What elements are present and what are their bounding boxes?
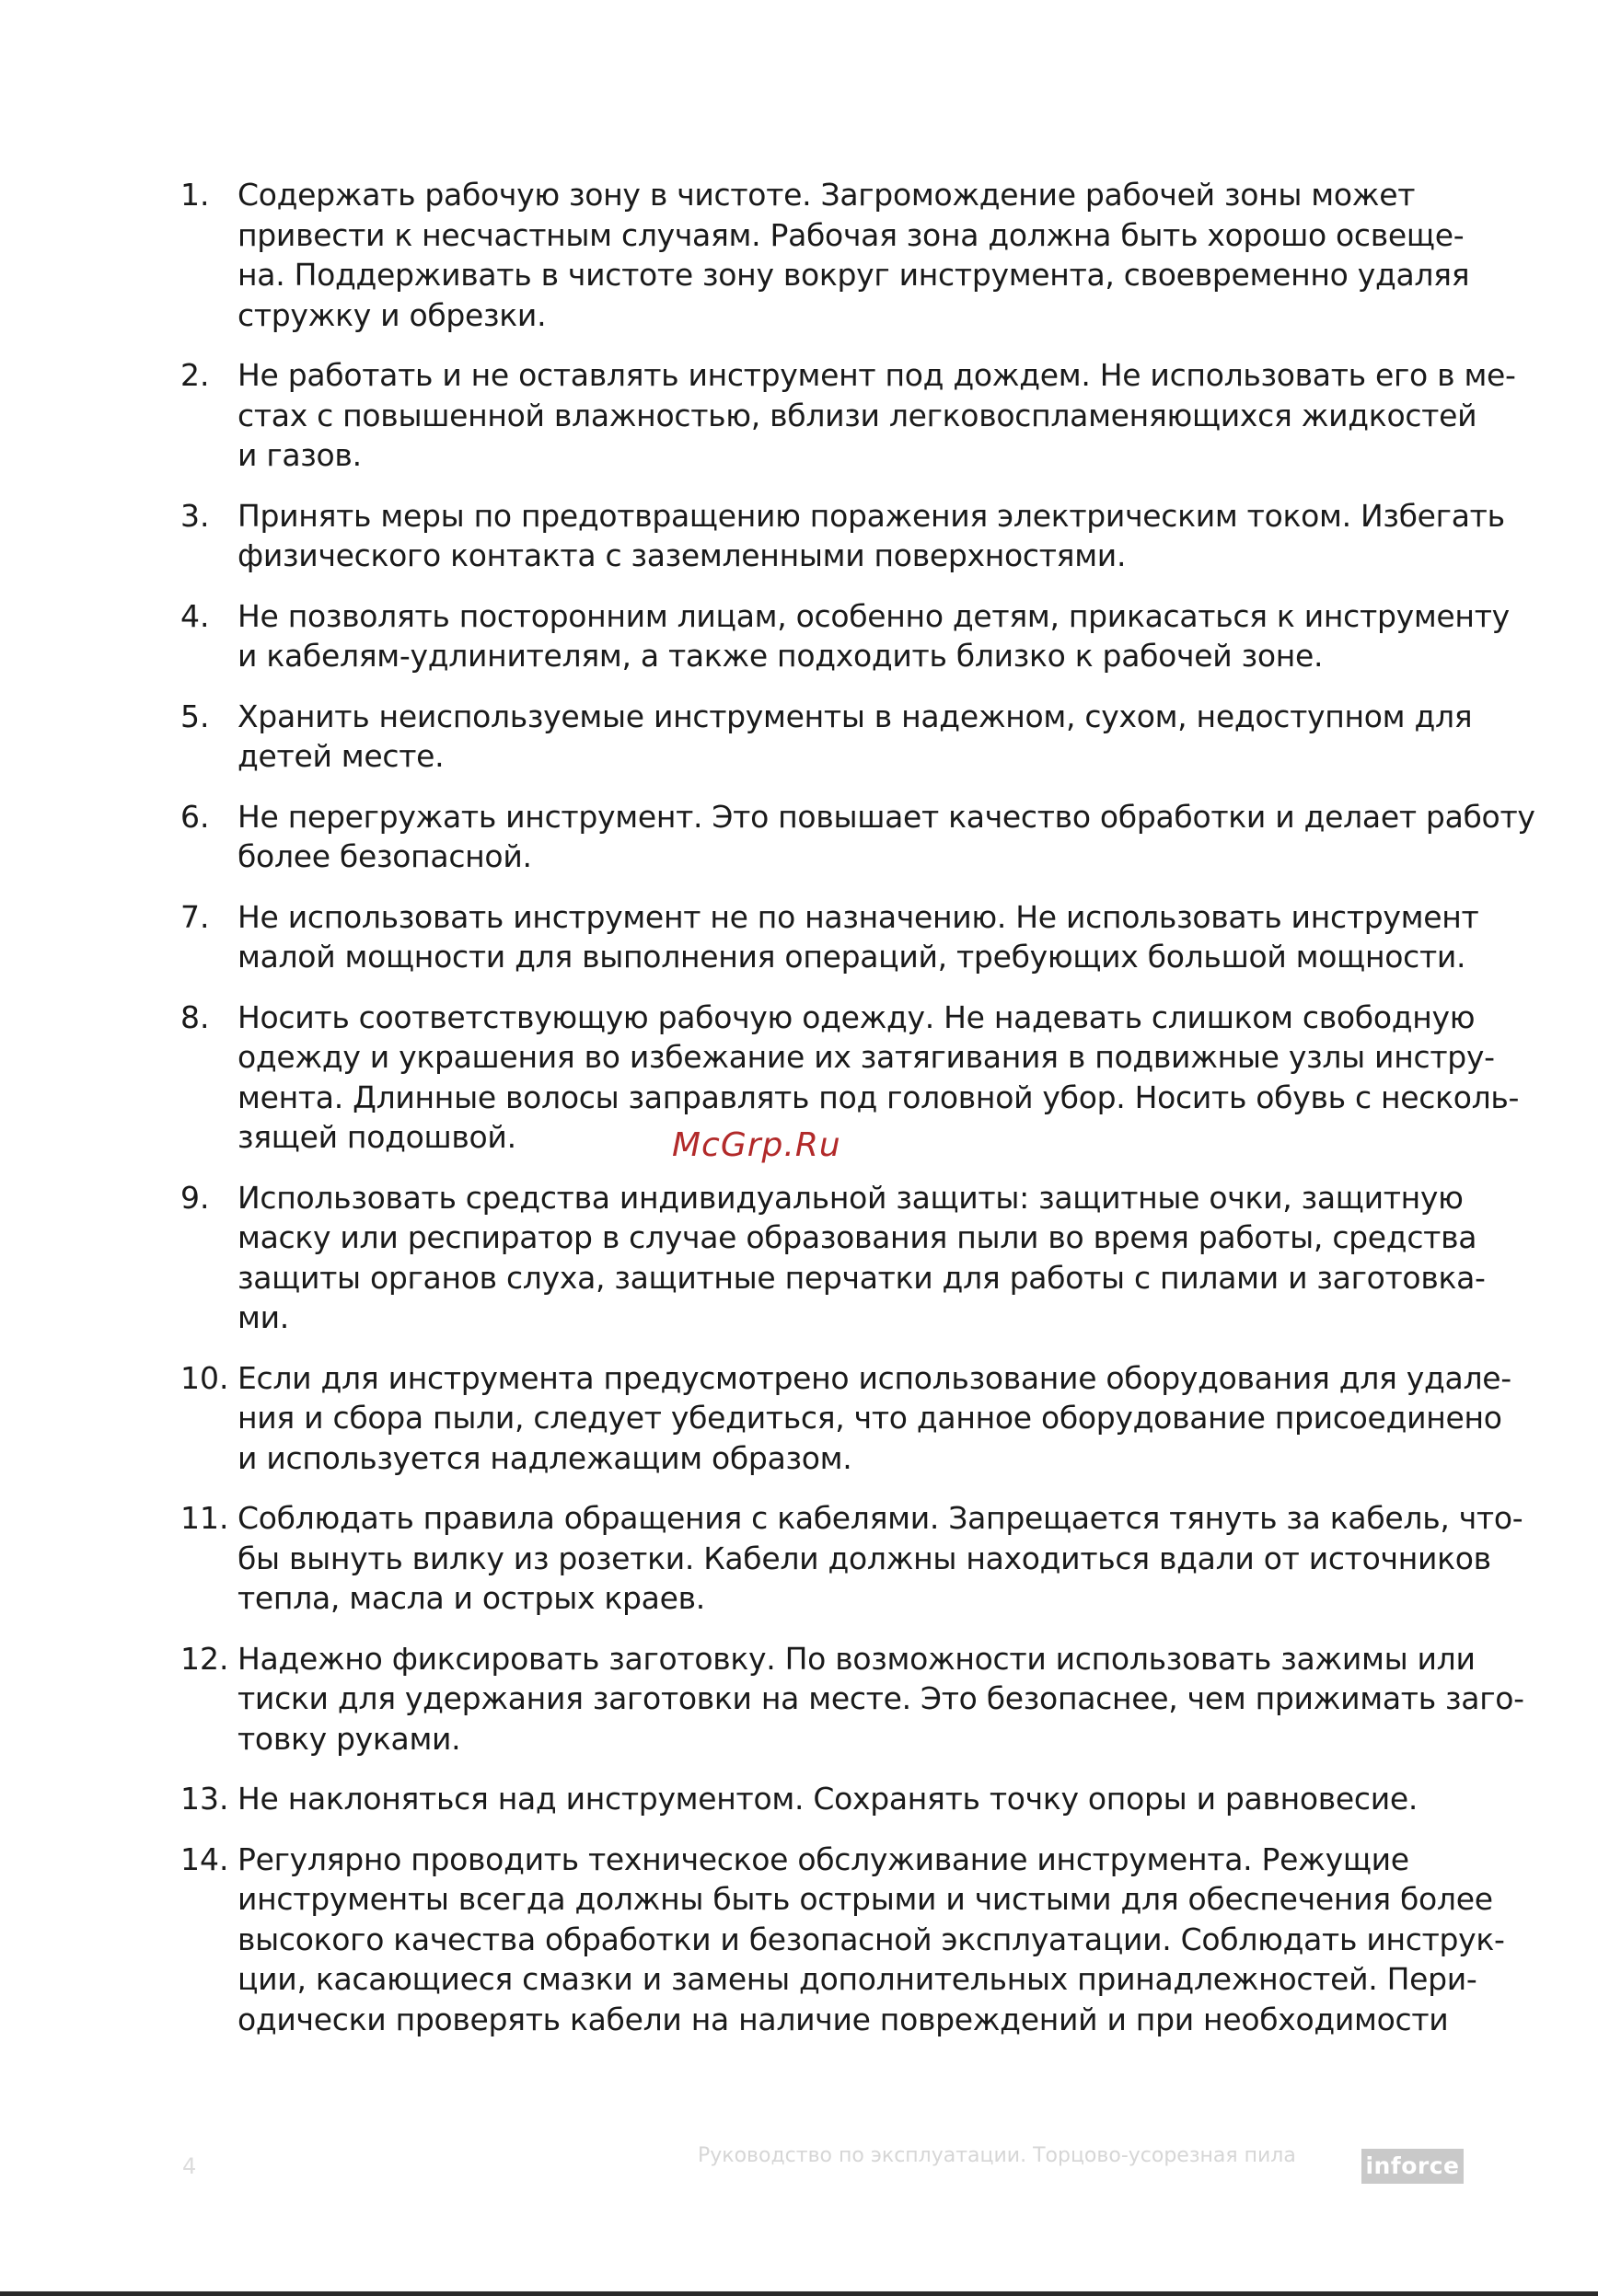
rule-item: [180, 897, 1479, 977]
rule-text-line: Не работать и не оставлять инструмент под дождем. Не использовать его в ме-: [237, 357, 1516, 393]
rule-item: [180, 1779, 1469, 1819]
rule-item: [180, 1840, 1505, 2040]
rule-text: [237, 1358, 1511, 1479]
rule-text: [237, 1840, 1505, 2040]
rule-text: [237, 175, 1469, 335]
rule-text-line: Не использовать инструмент не по назначению. Не использовать инструмент: [237, 898, 1479, 935]
rule-number: 7.: [180, 898, 210, 935]
rule-text-line: Соблюдать правила обращения с кабелями. Запрещается тянуть за кабель, что-: [237, 1500, 1523, 1536]
rule-text-line: Содержать рабочую зону в чистоте. Загромождение рабочей зоны может: [237, 177, 1416, 213]
rule-text: [237, 1779, 1469, 1819]
rule-text-line: физического контакта с заземленными поверхностями.: [237, 537, 1127, 573]
rule-text-line: зящей подошвой.: [237, 1119, 516, 1155]
safety-rules-list: [180, 175, 1535, 2059]
rule-text-line: маску или респиратор в случае образования пыли во время работы, средства: [237, 1219, 1477, 1255]
rule-item: [180, 797, 1535, 877]
rule-text: [237, 797, 1535, 877]
rule-item: [180, 175, 1469, 335]
rule-item: [180, 1178, 1486, 1338]
rule-number: 8.: [180, 998, 210, 1035]
rule-text-line: детей месте.: [237, 738, 445, 774]
rule-text-line: бы вынуть вилку из розетки. Кабели должны находиться вдали от источников: [237, 1540, 1491, 1576]
rule-text-line: малой мощности для выполнения операций, требующих большой мощности.: [237, 939, 1466, 975]
rule-text-line: тиски для удержания заготовки на месте. Это безопаснее, чем прижимать заго-: [237, 1680, 1524, 1716]
rule-text: [237, 355, 1516, 476]
rule-number: 13.: [180, 1781, 229, 1817]
page-number: 4: [182, 2153, 197, 2179]
rule-item: [180, 596, 1510, 676]
rule-text-line: Надежно фиксировать заготовку. По возможности использовать зажимы или: [237, 1640, 1476, 1677]
rule-text-line: защиты органов слуха, защитные перчатки для работы с пилами и заготовка-: [237, 1259, 1486, 1296]
rule-text-line: Не наклоняться над инструментом. Сохранять точку опоры и равновесие.: [237, 1781, 1419, 1817]
rule-text-line: ния и сбора пыли, следует убедиться, что данное оборудование присоединено: [237, 1400, 1502, 1436]
rule-text-line: одически проверять кабели на наличие повреждений и при необходимости: [237, 2001, 1449, 2037]
rule-number: 12.: [180, 1640, 229, 1677]
rule-text: [237, 897, 1478, 977]
bottom-divider: [0, 2291, 1598, 2296]
rule-text: [237, 596, 1510, 676]
rule-number: 10.: [180, 1359, 229, 1396]
rule-number: 11.: [180, 1500, 229, 1536]
rule-text-line: Не перегружать инструмент. Это повышает качество обработки и делает работу: [237, 798, 1535, 835]
rule-text-line: Использовать средства индивидуальной защиты: защитные очки, защитную: [237, 1179, 1464, 1216]
rule-item: [180, 355, 1516, 476]
rule-number: 4.: [180, 597, 210, 634]
rule-text-line: Хранить неиспользуемые инструменты в надежном, сухом, недоступном для: [237, 698, 1473, 734]
rule-text-line: Не позволять посторонним лицам, особенно детям, прикасаться к инструменту: [237, 597, 1510, 634]
rule-text-line: инструменты всегда должны быть острыми и чистыми для обеспечения более: [237, 1881, 1493, 1917]
rule-text-line: стах с повышенной влажностью, вблизи легковоспламеняющихся жидкостей: [237, 397, 1477, 433]
rule-item: [180, 697, 1473, 777]
rule-text-line: мента. Длинные волосы заправлять под головной убор. Носить обувь с несколь-: [237, 1079, 1520, 1115]
watermark: McGrp.Ru: [672, 1126, 841, 1164]
rule-text-line: ми.: [237, 1299, 289, 1335]
rule-text: [237, 1498, 1523, 1619]
rule-text-line: одежду и украшения во избежание их затягивания в подвижные узлы инстру-: [237, 1039, 1495, 1075]
rule-item: [180, 1358, 1511, 1479]
rule-number: 6.: [180, 798, 210, 835]
rule-number: 2.: [180, 357, 210, 393]
rule-number: 14.: [180, 1840, 229, 1877]
rule-text-line: Принять меры по предотвращению поражения электрическим током. Избегать: [237, 497, 1505, 534]
rule-number: 5.: [180, 698, 210, 734]
rule-text: [237, 496, 1505, 576]
rule-text-line: Регулярно проводить техническое обслуживание инструмента. Режущие: [237, 1840, 1409, 1877]
rule-text-line: высокого качества обработки и безопасной эксплуатации. Соблюдать инструк-: [237, 1921, 1505, 1957]
rule-text: [237, 998, 1519, 1158]
footer-title: Руководство по эксплуатации. Торцово-усорезная пила: [698, 2144, 1296, 2167]
rule-text-line: Если для инструмента предусмотрено использование оборудования для удале-: [237, 1359, 1511, 1396]
rule-item: [180, 1639, 1524, 1759]
rule-number: 1.: [180, 177, 210, 213]
rule-number: 9.: [180, 1179, 210, 1216]
rule-text-line: на. Поддерживать в чистоте зону вокруг инструмента, своевременно удаляя: [237, 257, 1470, 293]
rule-text-line: тепла, масла и острых краев.: [237, 1580, 705, 1616]
rule-text-line: привести к несчастным случаям. Рабочая зона должна быть хорошо освеще-: [237, 216, 1465, 253]
rule-item: [180, 496, 1505, 576]
rule-number: 3.: [180, 497, 210, 534]
rule-text-line: и используется надлежащим образом.: [237, 1439, 852, 1476]
rule-text-line: и кабелям-удлинителям, а также подходить близко к рабочей зоне.: [237, 638, 1324, 674]
rule-text-line: стружку и обрезки.: [237, 296, 547, 333]
brand-logo: inforce: [1361, 2149, 1464, 2184]
rule-text-line: более безопасной.: [237, 838, 532, 874]
rule-text: [237, 1178, 1486, 1338]
rule-text: [237, 1639, 1524, 1759]
rule-item: [180, 1498, 1523, 1619]
rule-text-line: ции, касающиеся смазки и замены дополнительных принадлежностей. Пери-: [237, 1961, 1477, 1997]
rule-text-line: и газов.: [237, 437, 362, 473]
rule-text: [237, 697, 1472, 777]
rule-text-line: Носить соответствующую рабочую одежду. Не надевать слишком свободную: [237, 998, 1476, 1035]
rule-text-line: товку руками.: [237, 1720, 461, 1757]
